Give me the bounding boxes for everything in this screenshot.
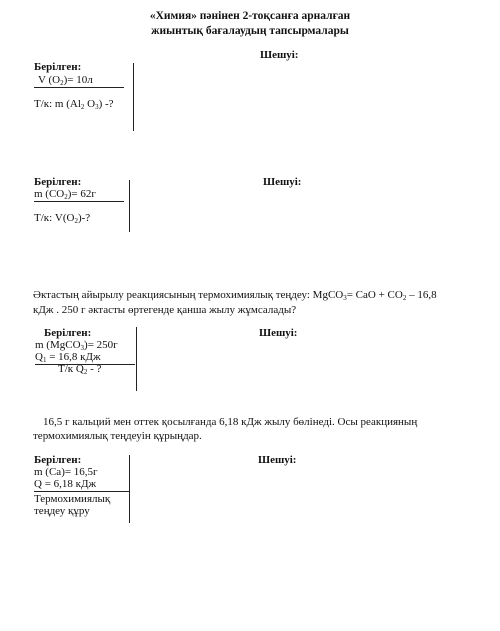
- task2-find: Т/к: $V(O_2)-$?: [34, 212, 91, 225]
- task4-given-mass: m (Ca)= 16,5г: [34, 466, 98, 478]
- page-title-line-2: жиынтық бағалаудың тапсырмалары: [151, 25, 349, 37]
- task4-given-underline: [34, 491, 129, 492]
- task4-divider: [129, 455, 130, 523]
- task4-solution-label: Шешуі:: [258, 454, 297, 466]
- task2-divider: [129, 180, 130, 232]
- task4-find-line-1: Термохимиялық: [34, 493, 111, 505]
- task3-given-label: Берілген:: [44, 327, 92, 339]
- task2-given-label: Берілген:: [34, 176, 82, 188]
- task4-given-heat: Q = 6,18 кДж: [34, 478, 97, 490]
- task1-given-label: Берілген:: [34, 61, 82, 73]
- task3-statement-line-2: кДж . 250 г әктасты өртегенде қанша жылу жұмсалады?: [33, 304, 297, 316]
- task3-divider: [136, 327, 137, 391]
- task1-solution-label: Шешуі:: [260, 49, 299, 61]
- task4-find-line-2: теңдеу құру: [34, 505, 90, 517]
- task1-divider: [133, 63, 134, 131]
- task3-find: Т/к $Q_2$ - ?: [58, 363, 102, 376]
- task3-given-heat: $Q_1 = 16,8$ кДж: [35, 351, 101, 364]
- task4-given-label: Берілген:: [34, 454, 82, 466]
- task4-statement-line-1: 16,5 г кальций мен оттек қосылғанда 6,18 кДж жылу бөлінеді. Осы реакцияның: [43, 416, 418, 428]
- task2-solution-label: Шешуі:: [263, 176, 302, 188]
- task3-solution-label: Шешуі:: [259, 327, 298, 339]
- task2-given-underline: [34, 201, 124, 202]
- task4-statement-line-2: термохимиялық теңдеуін құрыңдар.: [33, 430, 202, 442]
- task1-given-volume: V $(O_2)= 10л$: [38, 74, 93, 87]
- task2-given-mass: m $(CO_2)= 62г$: [34, 188, 96, 201]
- task1-given-underline: [34, 87, 124, 88]
- task3-given-mass: m (MgCO$_3$)= 250г: [35, 339, 118, 352]
- task1-find: Т/к: m ($Al_2$ $O_3$) -?: [34, 98, 114, 111]
- task3-statement-line-1: Әктастың айырылу реакциясының термохимиялық теңдеу: MgCO$_3$= CaO + $CO_2 - 16,8$: [33, 289, 437, 302]
- page-title-line-1: «Химия» пәнінен 2-тоқсанға арналған: [149, 10, 351, 22]
